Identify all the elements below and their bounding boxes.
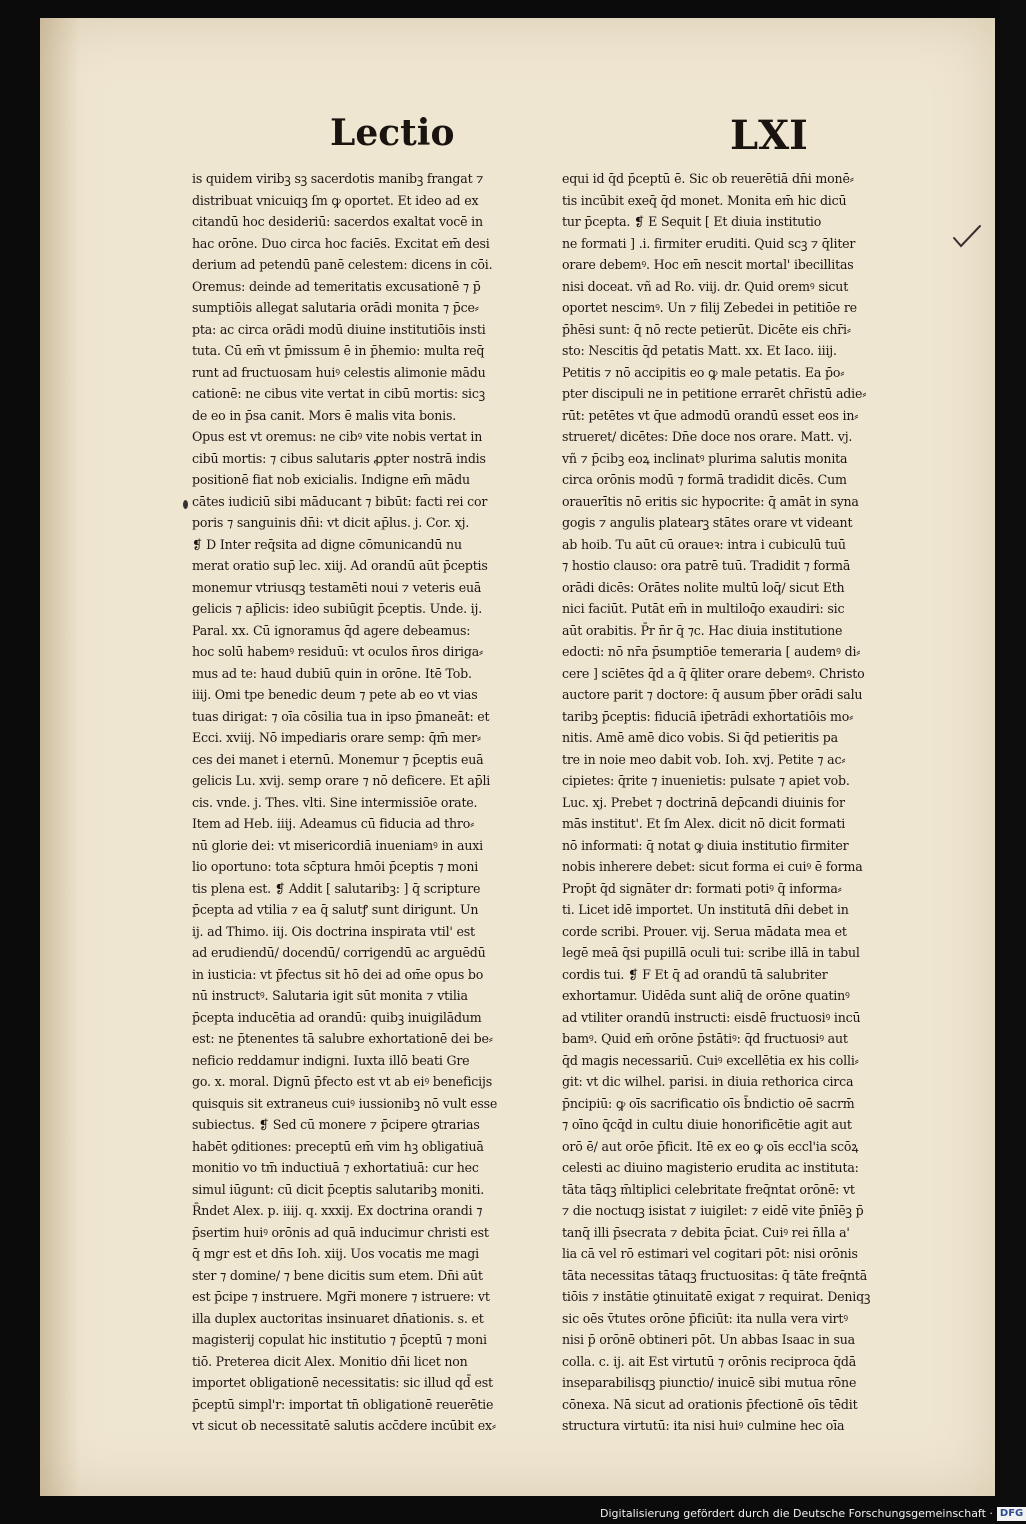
- text-line: cationē: ne cibus vite vertat in cibū mortis: sicꝫ: [192, 386, 485, 401]
- text-line: tis incūbit exeq̄ q̄d monet. Monita em̄ hic dicū: [562, 192, 847, 208]
- text-line: habēt ꝯditiones: preceptū em̄ vim hꝫ obligatiuā: [192, 1138, 484, 1154]
- text-line: ti. Licet idē importet. Un institutā dn̄i debet in: [562, 902, 849, 917]
- text-line: monitio vo tm̄ inductiuā ⁊ exhortatiuā: cur hec: [192, 1160, 479, 1175]
- footer-credit: [600, 1504, 1024, 1524]
- folio-number: LXI: [730, 112, 808, 159]
- text-line: orauerītis nō eritis sic hypocrite: q̄ amāt in syna: [562, 493, 859, 509]
- text-line: cere ] sciētes q̄d a q̄ q̄liter orare debemꝰ. Christo: [562, 665, 865, 681]
- text-line: iiij. Omi tpe benedic deum ⁊ pete ab eo vt vias: [192, 687, 478, 702]
- text-line: merat oratio sup̄ lec. xiij. Ad orandū aūt p̄ceptis: [192, 558, 488, 573]
- text-line: cis. vnde. j. Thes. vlti. Sine intermissiōe orate.: [192, 794, 478, 810]
- text-line: exhortamur. Uidēda sunt aliq̄ de orōne quatinꝰ: [562, 988, 850, 1003]
- text-line: structura virtutū: ita nisi huiꝰ culmine hec oīa: [562, 1418, 845, 1433]
- text-line: est p̄cipe ⁊ instruere. Mgr̄i monere ⁊ istruere: vt: [192, 1289, 490, 1304]
- text-line: cōnexa. Nā sicut ad orationis p̄fectionē oīs tēdit: [562, 1396, 858, 1412]
- left-text-column: [192, 168, 560, 1437]
- text-line: q̄ mgr est et dn̄s Ioh. xiij. Uos vocatis me magi: [192, 1246, 479, 1261]
- text-line: circa orōnis modū ⁊ formā tradidit dicēs. Cum: [562, 472, 847, 487]
- text-line: de eo in p̄sa canit. Mors ē malis vita bonis.: [192, 407, 457, 423]
- text-line: orādi dicēs: Orātes nolite multū loq̄/ sicut Eth: [562, 579, 845, 595]
- text-line: p̄cepta ad vtilia ⁊ ea q̄ salutꝭ sunt dirigunt. Un: [192, 902, 479, 917]
- text-line: bamꝰ. Quid em̄ orōne p̄stātiꝰ: q̄d fructuosiꝰ aut: [562, 1031, 848, 1046]
- text-line: lio oportuno: tota sc̄ptura hmōi p̄ceptis ⁊ moni: [192, 859, 479, 874]
- text-line: Ecci. xviij. Nō impediaris orare semp: q̄m̄ mer⸗: [192, 730, 481, 745]
- text-line: sto: Nescitis q̄d petatis Matt. xx. Et Iaco. iiij.: [562, 343, 837, 358]
- text-line: p̄ceptū simpl'r: importat tn̄ obligationē reuerētie: [192, 1396, 494, 1412]
- text-line: Prop̄t q̄d signāter dr: formati potiꝰ q̄ informa⸗: [562, 880, 842, 896]
- text-line: tāta necessitas tātaqꝫ fructuositas: q̄ tāte freq̄ntā: [562, 1267, 868, 1283]
- text-line: git: vt dic wilhel. parisi. in diuia rethorica circa: [562, 1074, 854, 1089]
- text-line: monemur vtriusqꝫ testamēti noui ⁊ veteris euā: [192, 579, 482, 595]
- text-line: hoc solū habemꝰ residuū: vt oculos n̄ros diriga⸗: [192, 644, 484, 659]
- text-line: mus ad te: haud dubiū quin in orōne. Itē Tob.: [192, 665, 472, 681]
- text-line: runt ad fructuosam huiꝰ celestis alimonie mādu: [192, 364, 486, 380]
- text-line: nō informati: q̄ notat ꝙ diuia institutio firmiter: [562, 837, 849, 853]
- text-line: magisterij copulat hic institutio ⁊ p̄ceptū ⁊ moni: [192, 1332, 487, 1347]
- text-line: Item ad Heb. iiij. Adeamus cū fiducia ad thro⸗: [192, 816, 475, 831]
- text-line: is quidem viribꝫ sꝫ sacerdotis manibꝫ frangat ⁊: [192, 171, 484, 186]
- text-line: Paral. xx. Cū ignoramus q̄d agere debeamus:: [192, 622, 471, 638]
- text-line: orō ē/ aut orōe p̄ficit. Itē ex eo ꝙ oīs eccl'ia scōꝝ: [562, 1138, 859, 1154]
- text-line: ab hoib. Tu aūt cū oraueꝛ: intra i cubiculū tuū: [562, 536, 846, 552]
- text-line: Luc. xj. Prebet ⁊ doctrinā dep̄candi diuinis for: [562, 794, 845, 810]
- text-line: inseparabilisqꝫ piunctio/ inuicē sibi mutua rōne: [562, 1375, 857, 1390]
- text-line: mās institut'. Et ſm Alex. dicit nō dicit formati: [562, 816, 846, 831]
- text-line: lia cā vel rō estimari vel cogitari pōt: nisi orōnis: [562, 1246, 858, 1261]
- text-line: est: ne p̄tenentes tā salubre exhortationē dei be⸗: [192, 1031, 493, 1046]
- text-line: sic oēs v̄tutes orōne p̄ficiūt: ita nulla vera virtꝰ: [562, 1310, 848, 1326]
- text-line: simul iūgunt: cū dicit p̄ceptis salutaribꝫ moniti.: [192, 1181, 485, 1197]
- text-line: subiectus. ❡ Sed cū monere ⁊ p̄cipere ꝯtrarias: [192, 1117, 480, 1132]
- text-line: tur p̄cepta. ❡ E Sequit [ Et diuia institutio: [562, 214, 822, 229]
- text-line: pta: ac circa orādi modū diuine institutiōis insti: [192, 321, 486, 337]
- text-line: edocti: nō nr̄a p̄sumptiōe temeraria [ audemꝰ di⸗: [562, 644, 861, 659]
- text-line: oportet nescimꝰ. Un ⁊ filij Zebedei in petitiōe re: [562, 300, 857, 315]
- text-line: tiōis ⁊ instātie ꝯtinuitatē exigat ⁊ requirat. Deniqꝫ: [562, 1289, 871, 1304]
- text-line: tāta tāqꝫ m̄ltiplici celebritate freq̄ntat orōnē: vt: [562, 1181, 855, 1197]
- text-line: legē meā q̄si pupillā oculi tui: scribe illā in tabul: [562, 945, 860, 960]
- text-line: p̄sertim huiꝰ orōnis ad quā inducimur christi est: [192, 1224, 489, 1240]
- text-line: orare debemꝰ. Hoc em̄ nescit mortal' ibecillitas: [562, 257, 854, 272]
- text-line: ⁊ oīno q̄cq̄d in cultu diuie honorificētie agit aut: [562, 1117, 852, 1132]
- text-line: colla. c. ij. ait Est virtutū ⁊ orōnis reciproca q̄dā: [562, 1353, 857, 1369]
- text-line: nisi doceat. vñ ad Ro. viij. dr. Quid oremꝰ sicut: [562, 278, 849, 294]
- text-line: nū glorie dei: vt misericordiā inueniamꝰ in auxi: [192, 837, 483, 853]
- text-line: go. x. moral. Dignū p̄fecto est vt ab eiꝰ beneficijs: [192, 1074, 492, 1089]
- footer-text: Digitalisierung gefördert durch die Deutsche Forschungsgemeinschaft ·: [600, 1507, 993, 1520]
- text-line: aūt orabitis. P̄r n̄r q̄ ⁊c. Hac diuia institutione: [562, 622, 843, 638]
- text-line: p̄ncipiū: ꝙ oīs sacrificatio oīs b̄ndictio oē sacrm̄: [562, 1095, 855, 1111]
- text-line: tanq̄ illi p̄secrata ⁊ debita p̄ciat. Cuiꝰ rei n̄lla a': [562, 1224, 850, 1240]
- text-line: derium ad petendū panē celestem: dicens in cōi.: [192, 257, 493, 272]
- margin-checkmark-icon: [952, 222, 982, 252]
- text-line: sumptiōis allegat salutaria orādi monita ⁊ p̄ce⸗: [192, 300, 479, 315]
- text-line: neficio reddamur indigni. Iuxta illō beati Gre: [192, 1052, 470, 1068]
- text-line: in iusticia: vt p̄fectus sit hō dei ad om̄e opus bo: [192, 966, 484, 982]
- text-line: citandū hoc desideriū: sacerdos exaltat vocē in: [192, 214, 483, 229]
- text-line: R̄ndet Alex. p. iiij. q. xxxij. Ex doctrina orandi ⁊: [192, 1203, 483, 1218]
- text-line: gelicis Lu. xvij. semp orare ⁊ nō deficere. Et ap̄li: [192, 773, 491, 788]
- text-line: tre in noie meo dabit vob. Ioh. xvj. Petite ⁊ ac⸗: [562, 751, 846, 767]
- text-line: q̄d magis necessariū. Cuiꝰ excellētia ex his colli⸗: [562, 1052, 859, 1068]
- text-line: cātes iudiciū sibi māducant ⁊ bibūt: facti rei cor: [192, 493, 488, 509]
- text-line: ad erudiendū/ docendū/ corrigendū ac arguēdū: [192, 945, 486, 960]
- text-line: equi id q̄d p̄ceptū ē. Sic ob reuerētiā dn̄i monē⸗: [562, 171, 854, 186]
- text-line: tuas dirigat: ⁊ oīa cōsilia tua in ipso p̄maneāt: et: [192, 708, 490, 724]
- text-line: p̄hēsi sunt: q̄ nō recte petierūt. Dicēte eis chr̄i⸗: [562, 321, 851, 337]
- page-edge-shadow: [40, 18, 80, 1496]
- text-line: ces dei manet i eternū. Monemur ⁊ p̄ceptis euā: [192, 751, 484, 767]
- text-line: distribuat vnicuiqꝫ ſm ꝙ oportet. Et ideo ad ex: [192, 192, 479, 208]
- text-line: vt sicut ob necessitatē salutis acc̄dere incūbit ex⸗: [192, 1418, 496, 1433]
- right-text-column: [562, 168, 958, 1437]
- text-line: gelicis ⁊ ap̄licis: ideo subiūgit p̄ceptis. Unde. ij.: [192, 601, 483, 616]
- running-head-lectio: Lectio: [330, 112, 455, 154]
- text-line: corde scribi. Prouer. vij. Serua mādata mea et: [562, 923, 847, 939]
- text-line: illa duplex auctoritas insinuaret dn̄ationis. s. et: [192, 1310, 484, 1326]
- text-line: hac orōne. Duo circa hoc faciēs. Excitat em̄ desi: [192, 235, 490, 251]
- text-line: strueret/ dicētes: Dn̄e doce nos orare. Matt. vj.: [562, 429, 853, 444]
- text-line: ne formati ] .i. firmiter eruditi. Quid scꝫ ⁊ q̄liter: [562, 235, 856, 251]
- text-line: ❡ D Inter req̄sita ad digne cōmunicandū nu: [192, 536, 462, 552]
- text-line: p̄cepta inducētia ad orandū: quibꝫ inuigilādum: [192, 1009, 482, 1025]
- text-line: cipietes: q̄rite ⁊ inuenietis: pulsate ⁊ apiet vob.: [562, 773, 850, 788]
- text-line: ster ⁊ domine/ ⁊ bene dicitis sum etem. Dn̄i aūt: [192, 1267, 483, 1283]
- text-line: poris ⁊ sanguinis dn̄i: vt dicit ap̄lus. j. Cor. xj.: [192, 515, 470, 530]
- text-line: nū instructꝰ. Salutaria igit sūt monita ⁊ vtilia: [192, 988, 468, 1003]
- text-line: tiō. Preterea dicit Alex. Monitio dn̄i licet non: [192, 1353, 468, 1369]
- text-line: positionē fiat nob exicialis. Indigne em̄ mādu: [192, 472, 470, 487]
- text-line: pter discipuli ne in petitione errarēt chr̄istū adie⸗: [562, 386, 867, 401]
- text-line: rūt: petētes vt q̄ue admodū orandū esset eos in⸗: [562, 407, 859, 423]
- text-line: tuta. Cū em̄ vt p̄missum ē in p̄hemio: multa req̄: [192, 343, 485, 358]
- text-line: vñ ⁊ p̄cibꝫ eoꝝ inclinatꝰ plurima salutis monita: [562, 450, 848, 466]
- text-line: taribꝫ p̄ceptis: fiduciā ip̄etrādi exhortatiōis mo⸗: [562, 708, 854, 724]
- text-line: Oremus: deinde ad temeritatis excusationē ⁊ p̄: [192, 278, 481, 294]
- text-line: ij. ad Thimo. iij. Ois doctrina inspirata vtil' est: [192, 923, 475, 939]
- text-line: Petitis ⁊ nō accipitis eo ꝙ male petatis. Ea p̄o⸗: [562, 364, 845, 380]
- text-line: nobis inherere debet: sicut forma ei cuiꝰ ē forma: [562, 859, 863, 874]
- text-line: cibū mortis: ⁊ cibus salutaris ꝓpter nostrā indis: [192, 450, 486, 466]
- text-line: cordis tui. ❡ F Et q̄ ad orandū tā salubriter: [562, 966, 828, 982]
- text-line: nisi p̄ orōnē obtineri pōt. Un abbas Isaac in sua: [562, 1332, 855, 1347]
- text-line: celesti ac diuino magisterio erudita ac instituta:: [562, 1160, 859, 1175]
- text-line: ad vtiliter orandū instructi: eisdē fructuosiꝰ incū: [562, 1009, 861, 1025]
- text-line: nitis. Amē amē dico vobis. Si q̄d petieritis pa: [562, 730, 838, 745]
- text-line: gogis ⁊ angulis platearꝫ stātes orare vt videant: [562, 515, 853, 530]
- text-line: auctore parit ⁊ doctore: q̄ ausum p̄ber orādi salu: [562, 687, 863, 702]
- text-line: nici faciūt. Putāt em̄ in multiloq̄o exaudiri: sic: [562, 601, 845, 616]
- text-line: quisquis sit extraneus cuiꝰ iussionibꝫ nō vult esse: [192, 1095, 498, 1111]
- dfg-logo: DFG: [997, 1507, 1026, 1521]
- text-line: tis plena est. ❡ Addit [ salutaribꝫ: ] q̄ scripture: [192, 880, 481, 896]
- text-line: importet obligationē necessitatis: sic illud qd̄ est: [192, 1375, 493, 1390]
- ink-speck: [183, 500, 188, 509]
- text-line: ⁊ die noctuqꝫ isistat ⁊ iuigilet: ⁊ eidē vite p̄nīēꝫ p̄: [562, 1203, 864, 1218]
- text-line: ⁊ hostio clauso: ora patrē tuū. Tradidit ⁊ formā: [562, 558, 851, 573]
- text-line: Opus est vt oremus: ne cibꝰ vite nobis vertat in: [192, 429, 483, 444]
